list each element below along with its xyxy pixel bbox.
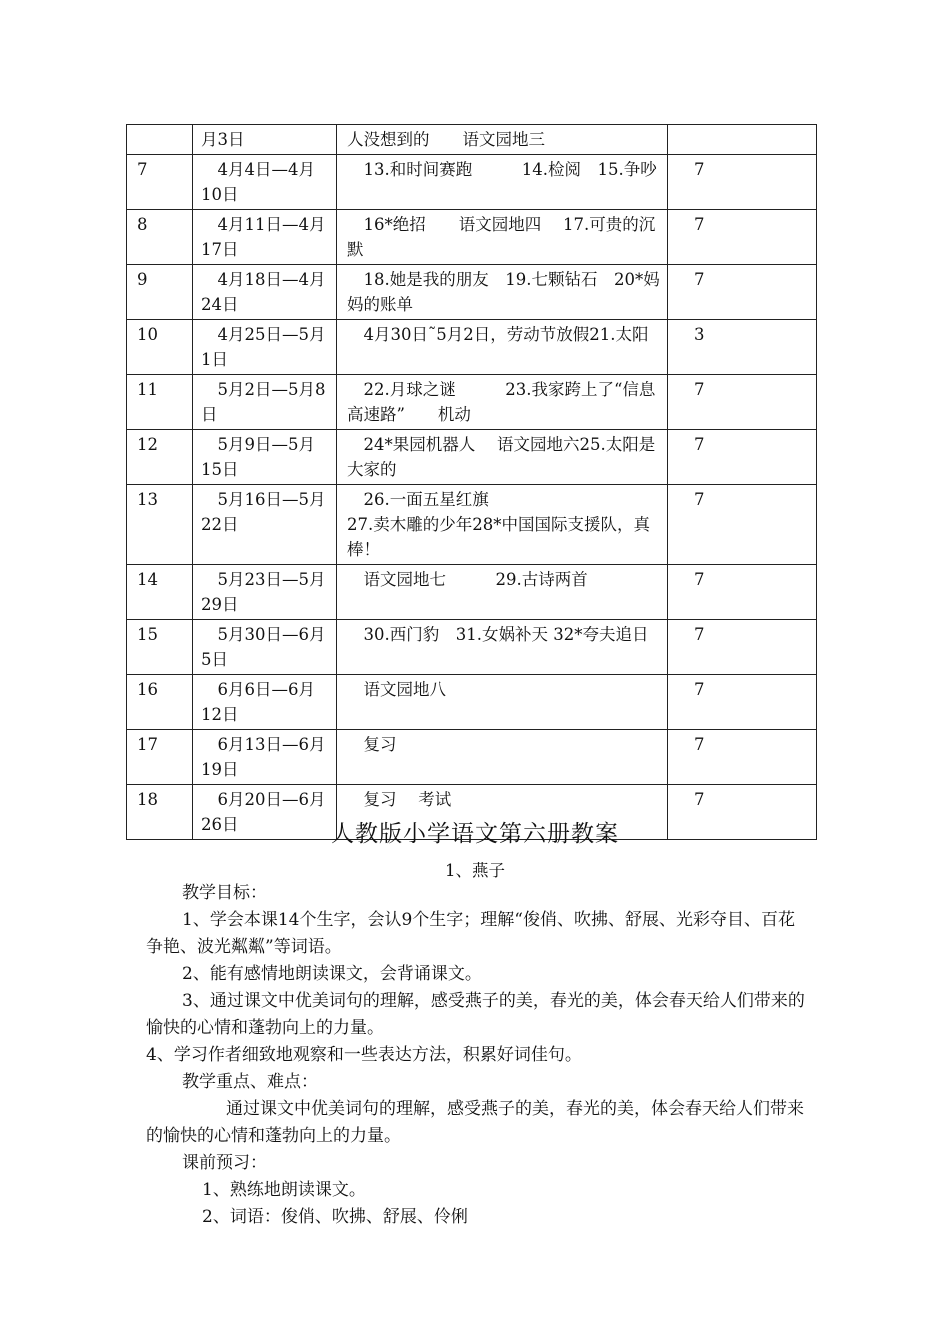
content-cell: 18.她是我的朋友 19.七颗钻石 20*妈妈的账单: [337, 265, 668, 320]
content-cell: 22.月球之谜 23.我家跨上了“信息高速路” 机动: [337, 375, 668, 430]
hours-cell: 7: [668, 265, 817, 320]
hours-cell: 7: [668, 430, 817, 485]
hours-cell: 7: [668, 485, 817, 565]
prep-2: 2、词语：俊俏、吹拂、舒展、伶俐: [202, 1207, 468, 1227]
goal-heading: 教学目标：: [182, 883, 267, 903]
schedule-row: [127, 485, 817, 565]
week-cell: 17: [127, 730, 193, 785]
lesson-title: 1、燕子: [445, 861, 505, 880]
schedule-row: [127, 375, 817, 430]
hours-cell: 3: [668, 320, 817, 375]
content-cell: 26.一面五星红旗 27.卖木雕的少年28*中国国际支援队，真棒！: [337, 485, 668, 565]
hours-cell: 7: [668, 210, 817, 265]
date-cell: 6月13日—6月19日: [193, 730, 337, 785]
date-cell: 4月4日—4月10日: [193, 155, 337, 210]
content-cell: 人没想到的 语文园地三: [337, 125, 668, 155]
hours-cell: 7: [668, 565, 817, 620]
date-cell: 6月6日—6月12日: [193, 675, 337, 730]
goal-4: 4、学习作者细致地观察和一些表达方法，积累好词佳句。: [146, 1045, 582, 1065]
date-cell: 5月23日—5月29日: [193, 565, 337, 620]
week-cell: 11: [127, 375, 193, 430]
hours-cell: 7: [668, 675, 817, 730]
week-cell: 12: [127, 430, 193, 485]
week-cell: 14: [127, 565, 193, 620]
date-cell: 6月20日—6月26日: [193, 785, 337, 840]
hours-cell: [668, 125, 817, 155]
lesson-body: [146, 880, 810, 1231]
week-cell: 8: [127, 210, 193, 265]
date-cell: 月3日: [193, 125, 337, 155]
schedule-row: [127, 730, 817, 785]
date-cell: 4月11日—4月17日: [193, 210, 337, 265]
content-cell: 13.和时间赛跑 14.检阅 15.争吵: [337, 155, 668, 210]
content-cell: 16*绝招 语文园地四 17.可贵的沉默: [337, 210, 668, 265]
schedule-row: [127, 565, 817, 620]
content-cell: 复习: [337, 730, 668, 785]
date-cell: 5月30日—6月5日: [193, 620, 337, 675]
content-cell: 语文园地七 29.古诗两首: [337, 565, 668, 620]
content-cell: 语文园地八: [337, 675, 668, 730]
hours-cell: 7: [668, 375, 817, 430]
date-cell: 4月25日—5月1日: [193, 320, 337, 375]
document-title: 人教版小学语文第六册教案: [331, 821, 619, 847]
hours-cell: 7: [668, 620, 817, 675]
schedule-row: [127, 265, 817, 320]
week-cell: 18: [127, 785, 193, 840]
schedule-row: [127, 320, 817, 375]
schedule-row: [127, 210, 817, 265]
prep-heading: 课前预习：: [182, 1153, 267, 1173]
content-cell: 4月30日˜5月2日，劳动节放假21.太阳: [337, 320, 668, 375]
week-cell: 9: [127, 265, 193, 320]
hours-cell: 7: [668, 785, 817, 840]
week-cell: 15: [127, 620, 193, 675]
goal-2: 2、能有感情地朗读课文，会背诵课文。: [182, 964, 482, 984]
content-cell: 24*果园机器人 语文园地六25.太阳是大家的: [337, 430, 668, 485]
hours-cell: 7: [668, 730, 817, 785]
goal-3: 3、通过课文中优美词句的理解，感受燕子的美，春光的美，体会春天给人们带来的愉快的心情和蓬勃向上的力量。: [146, 991, 805, 1038]
date-cell: 5月9日—5月15日: [193, 430, 337, 485]
date-cell: 4月18日—4月24日: [193, 265, 337, 320]
schedule-table: [126, 124, 817, 840]
key-text: 通过课文中优美词句的理解，感受燕子的美，春光的美，体会春天给人们带来的愉快的心情和蓬勃向上的力量。: [146, 1099, 804, 1146]
prep-1: 1、熟练地朗读课文。: [202, 1180, 366, 1200]
key-heading: 教学重点、难点：: [182, 1072, 318, 1092]
content-cell: 30.西门豹 31.女娲补天 32*夸夫追日: [337, 620, 668, 675]
schedule-row: [127, 430, 817, 485]
date-cell: 5月2日—5月8日: [193, 375, 337, 430]
goal-1: 1、学会本课14个生字，会认9个生字；理解“俊俏、吹拂、舒展、光彩夺目、百花争艳、波光粼粼”等词语。: [146, 910, 795, 957]
schedule-body: [127, 125, 817, 840]
week-cell: 10: [127, 320, 193, 375]
week-cell: [127, 125, 193, 155]
schedule-row: [127, 620, 817, 675]
schedule-row: [127, 675, 817, 730]
schedule-row: [127, 155, 817, 210]
schedule-row: [127, 125, 817, 155]
week-cell: 7: [127, 155, 193, 210]
date-cell: 5月16日—5月22日: [193, 485, 337, 565]
hours-cell: 7: [668, 155, 817, 210]
week-cell: 13: [127, 485, 193, 565]
content-cell: 复习 考试: [337, 785, 668, 840]
week-cell: 16: [127, 675, 193, 730]
